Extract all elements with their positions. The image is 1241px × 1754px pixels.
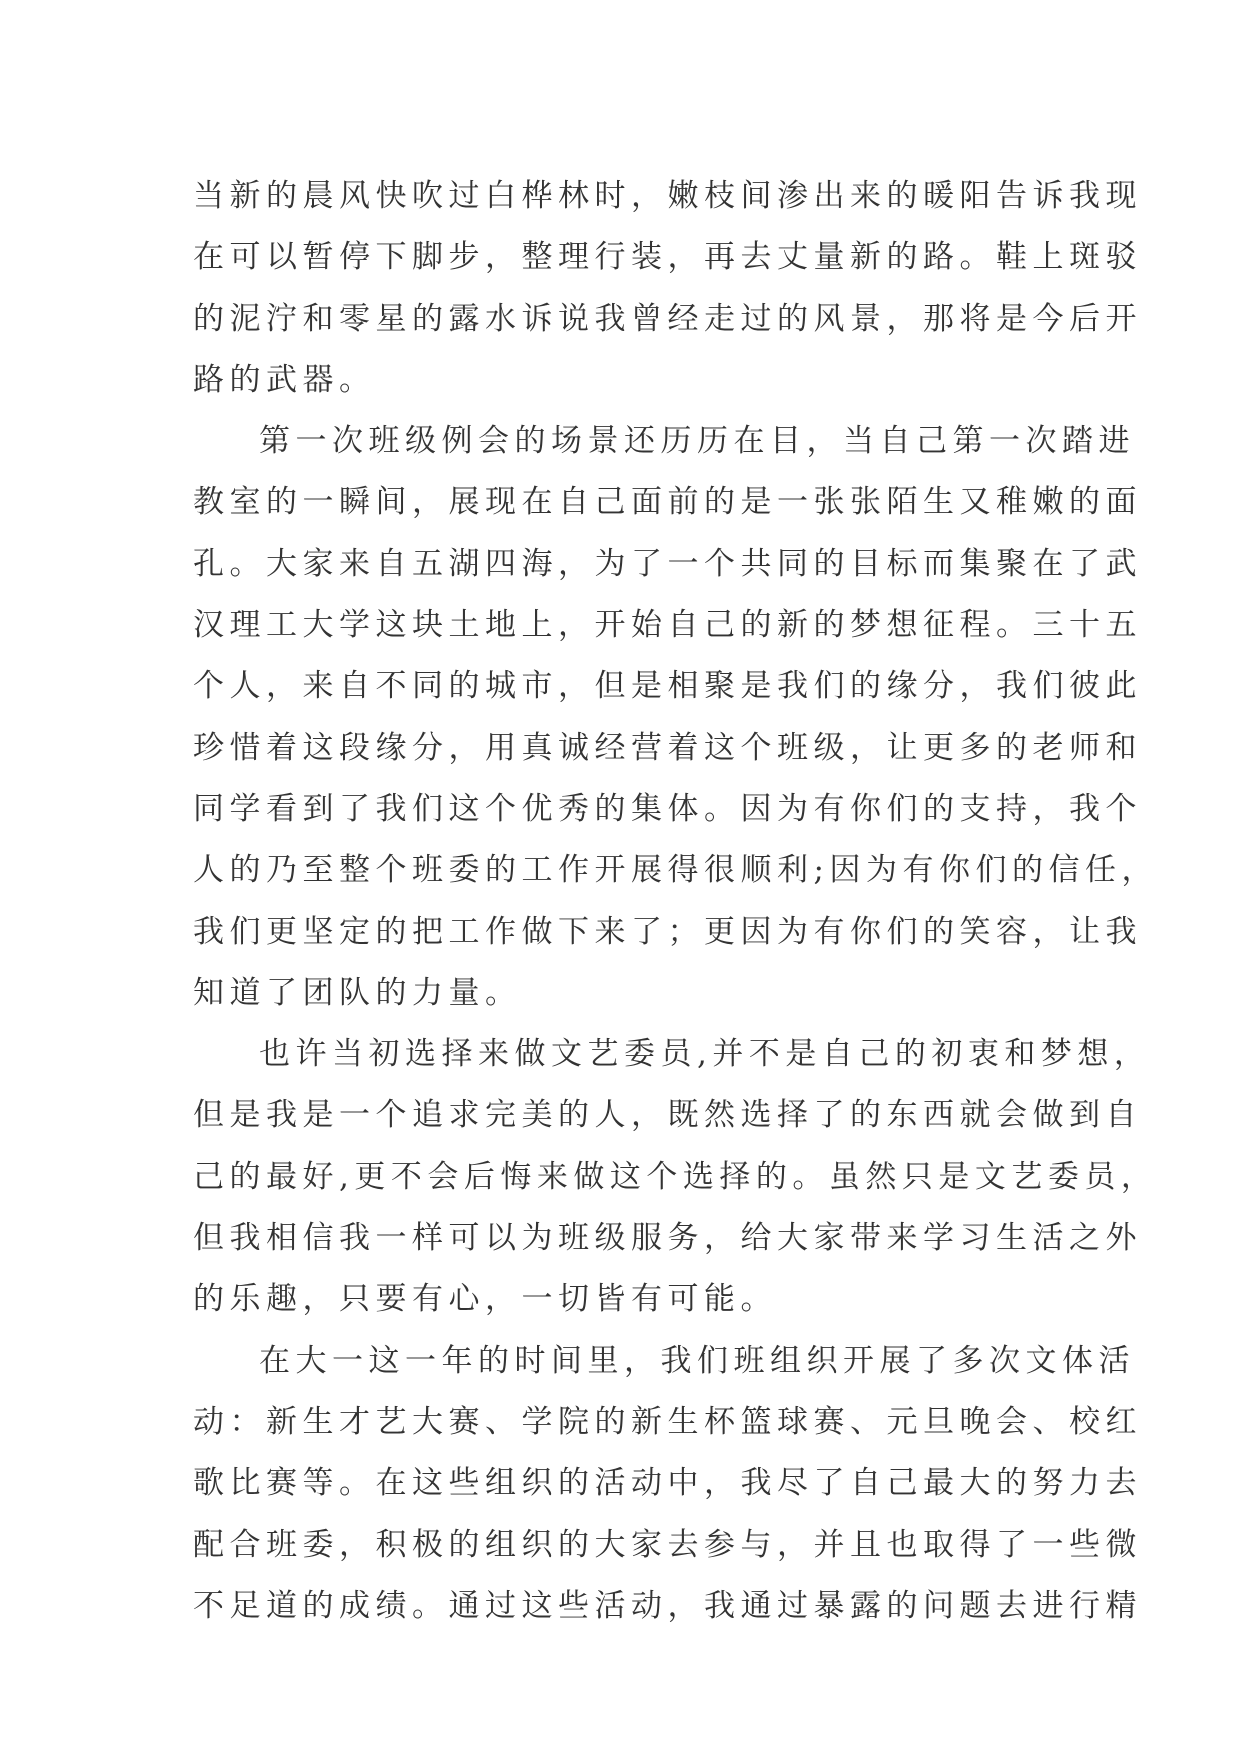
text-line: 人的乃至整个班委的工作开展得很顺利;因为有你们的信任， — [193, 852, 1158, 889]
text-line: 我们更坚定的把工作做下来了；更因为有你们的笑容，让我 — [193, 913, 1142, 950]
text-line: 当新的晨风快吹过白桦林时，嫩枝间渗出来的暖阳告诉我现 — [193, 178, 1142, 214]
text-line: 同学看到了我们这个优秀的集体。因为有你们的支持，我个 — [193, 790, 1142, 827]
paragraph-4 — [193, 1331, 1142, 1637]
text-line: 也许当初选择来做文艺委员,并不是自己的初衷和梦想， — [259, 1036, 1151, 1073]
text-line: 己的最好,更不会后悔来做这个选择的。虽然只是文艺委员， — [193, 1158, 1158, 1195]
text-line: 动：新生才艺大赛、学院的新生杯篮球赛、元旦晚会、校红 — [193, 1403, 1142, 1440]
text-line: 在大一这一年的时间里，我们班组织开展了多次文体活 — [259, 1342, 1135, 1379]
text-line: 珍惜着这段缘分，用真诚经营着这个班级，让更多的老师和 — [193, 729, 1142, 766]
text-line: 在可以暂停下脚步，整理行装，再去丈量新的路。鞋上斑驳 — [193, 239, 1142, 276]
text-line: 路的武器。 — [193, 361, 376, 398]
paragraph-3 — [193, 1024, 1158, 1330]
text-line: 但我相信我一样可以为班级服务，给大家带来学习生活之外 — [193, 1220, 1142, 1257]
text-line: 配合班委，积极的组织的大家去参与，并且也取得了一些微 — [193, 1526, 1142, 1563]
text-line: 孔。大家来自五湖四海，为了一个共同的目标而集聚在了武 — [193, 545, 1142, 582]
text-line: 的乐趣，只要有心，一切皆有可能。 — [193, 1281, 777, 1318]
text-line: 不足道的成绩。通过这些活动，我通过暴露的问题去进行精 — [193, 1587, 1142, 1624]
paragraph-2 — [193, 411, 1158, 1024]
text-line: 教室的一瞬间，展现在自己面前的是一张张陌生又稚嫩的面 — [193, 484, 1142, 521]
text-line: 歌比赛等。在这些组织的活动中，我尽了自己最大的努力去 — [193, 1465, 1142, 1502]
text-line: 个人，来自不同的城市，但是相聚是我们的缘分，我们彼此 — [193, 668, 1142, 705]
paragraph-1 — [193, 166, 1142, 411]
document-body — [193, 166, 1158, 1637]
text-line: 的泥泞和零星的露水诉说我曾经走过的风景，那将是今后开 — [193, 300, 1142, 337]
text-line: 汉理工大学这块土地上，开始自己的新的梦想征程。三十五 — [193, 607, 1142, 644]
text-line: 知道了团队的力量。 — [193, 974, 522, 1011]
text-line: 第一次班级例会的场景还历历在目，当自己第一次踏进 — [259, 423, 1135, 460]
text-line: 但是我是一个追求完美的人，既然选择了的东西就会做到自 — [193, 1097, 1142, 1134]
